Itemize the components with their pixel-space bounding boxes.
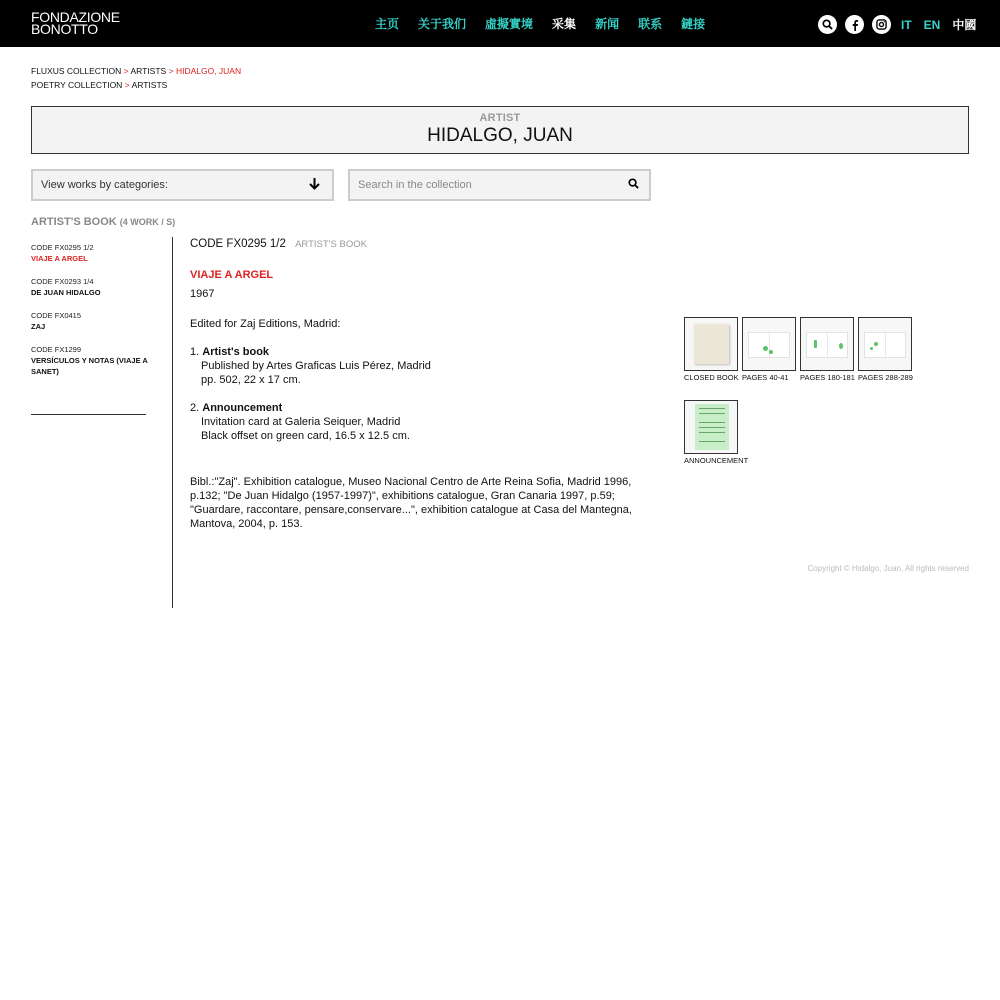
crumb-fluxus-collection[interactable]: FLUXUS COLLECTION bbox=[31, 66, 122, 76]
item-heading: Announcement bbox=[202, 402, 283, 414]
works-list bbox=[31, 242, 151, 389]
thumbnail[interactable] bbox=[858, 317, 912, 385]
thumbnail-image bbox=[684, 317, 738, 371]
list-item[interactable] bbox=[31, 276, 151, 298]
work-title: ZAJ bbox=[31, 322, 46, 331]
thumbnail-image bbox=[858, 317, 912, 371]
section-title bbox=[31, 216, 175, 228]
crumb-separator: > bbox=[168, 66, 174, 76]
work-code: CODE FX0293 1/4 bbox=[31, 277, 94, 286]
nav-home[interactable]: 主页 bbox=[375, 17, 400, 31]
logo[interactable] bbox=[31, 11, 120, 35]
lang-it[interactable]: IT bbox=[901, 17, 912, 32]
thumbnail-caption: ANNOUNCEMENT bbox=[684, 456, 749, 465]
thumbnail-image bbox=[684, 400, 738, 454]
work-code: CODE FX1299 bbox=[31, 345, 82, 354]
thumbnail-caption: CLOSED BOOK bbox=[684, 373, 739, 382]
nav-about[interactable]: 关于我们 bbox=[418, 17, 467, 31]
arrow-down-icon bbox=[309, 178, 320, 193]
thumbnail[interactable] bbox=[684, 400, 749, 468]
crumb-artists[interactable]: ARTISTS bbox=[130, 66, 167, 76]
breadcrumb-line1 bbox=[31, 64, 241, 78]
detail-item bbox=[190, 401, 660, 443]
collection-search bbox=[348, 169, 651, 201]
header-tools bbox=[818, 15, 976, 34]
thumbnail-row bbox=[684, 317, 924, 385]
crumb-current-artist: HIDALGO, JUAN bbox=[175, 66, 242, 76]
work-detail bbox=[190, 237, 660, 531]
thumbnail[interactable] bbox=[800, 317, 854, 385]
categories-dropdown[interactable] bbox=[31, 169, 334, 201]
logo-line2: BONOTTO bbox=[31, 21, 98, 37]
detail-edited: Edited for Zaj Editions, Madrid: bbox=[190, 318, 341, 330]
search-icon[interactable] bbox=[818, 15, 837, 34]
nav-virtual-reality[interactable]: 虛擬實境 bbox=[485, 17, 534, 31]
item-heading: Artist's book bbox=[202, 346, 270, 358]
copyright-notice: Copyright © Hidalgo, Juan, All rights reserved bbox=[807, 564, 969, 573]
top-bar bbox=[0, 0, 1000, 47]
thumbnail-gallery bbox=[684, 317, 924, 483]
section-count: (4 WORK / S) bbox=[119, 217, 176, 227]
categories-label: View works by categories: bbox=[41, 179, 168, 191]
main-nav bbox=[375, 15, 724, 32]
lang-zh[interactable]: 中國 bbox=[952, 18, 977, 32]
thumbnail-image bbox=[742, 317, 796, 371]
logo-line1: FONDAZIONE bbox=[31, 9, 120, 25]
lang-en[interactable]: EN bbox=[923, 17, 941, 32]
list-item[interactable] bbox=[31, 310, 151, 332]
search-icon[interactable] bbox=[628, 178, 639, 192]
thumbnail-image bbox=[800, 317, 854, 371]
crumb-artists[interactable]: ARTISTS bbox=[131, 80, 168, 90]
detail-item bbox=[190, 345, 660, 387]
thumbnail-caption: PAGES 288-289 bbox=[858, 373, 913, 382]
section-name: ARTIST'S BOOK bbox=[31, 216, 117, 228]
nav-contact[interactable]: 联系 bbox=[638, 17, 663, 31]
work-code: CODE FX0295 1/2 bbox=[31, 243, 94, 252]
thumbnail-row bbox=[684, 400, 924, 468]
artist-name: HIDALGO, JUAN bbox=[427, 125, 573, 146]
item-line: Black offset on green card, 16.5 x 12.5 cm. bbox=[201, 430, 410, 442]
list-item[interactable] bbox=[31, 242, 151, 264]
work-title: VERSÍCULOS Y NOTAS (VIAJE A SANET) bbox=[31, 356, 148, 376]
detail-year: 1967 bbox=[190, 288, 215, 300]
divider bbox=[172, 237, 173, 608]
artist-label: ARTIST bbox=[479, 112, 521, 124]
artist-header bbox=[31, 106, 969, 154]
detail-code: CODE FX0295 1/2 bbox=[190, 238, 286, 250]
item-number: 1. bbox=[190, 346, 200, 358]
crumb-poetry-collection[interactable]: POETRY COLLECTION bbox=[31, 80, 123, 90]
work-title: VIAJE A ARGEL bbox=[31, 254, 88, 263]
breadcrumb-line2 bbox=[31, 78, 241, 92]
nav-collection[interactable]: 采集 bbox=[552, 17, 577, 31]
detail-bibliography: Bibl.:"Zaj". Exhibition catalogue, Museo Nacional Centro de Arte Reina Sofia, Madrid 1996, p.132; "De Juan Hidalgo (1957-1997)", exhibitions catalogue, Gran Canaria 1997, p.59; "Guardare, raccontare, pensare,conservare...", exhibition catalogue at Casa del Mantegna, Mantova, 2004, p. 153. bbox=[190, 476, 632, 530]
detail-category: ARTIST'S BOOK bbox=[295, 239, 367, 250]
thumbnail-caption: PAGES 40-41 bbox=[742, 373, 789, 382]
list-item[interactable] bbox=[31, 344, 151, 377]
breadcrumb bbox=[31, 64, 241, 92]
work-code: CODE FX0415 bbox=[31, 311, 82, 320]
item-number: 2. bbox=[190, 402, 200, 414]
thumbnail[interactable] bbox=[742, 317, 796, 385]
detail-code-line bbox=[190, 237, 660, 252]
crumb-separator: > bbox=[124, 80, 130, 90]
item-line: Published by Artes Graficas Luis Pérez, Madrid bbox=[201, 360, 431, 372]
detail-title: VIAJE A ARGEL bbox=[190, 269, 274, 281]
nav-news[interactable]: 新闻 bbox=[595, 17, 620, 31]
crumb-separator: > bbox=[123, 66, 129, 76]
nav-links[interactable]: 鏈接 bbox=[681, 17, 706, 31]
instagram-icon[interactable] bbox=[872, 15, 891, 34]
item-line: Invitation card at Galeria Seiquer, Madrid bbox=[201, 416, 401, 428]
thumbnail-caption: PAGES 180-181 bbox=[800, 373, 855, 382]
item-line: pp. 502, 22 x 17 cm. bbox=[201, 374, 301, 386]
search-input[interactable] bbox=[350, 171, 610, 199]
work-title: DE JUAN HIDALGO bbox=[31, 288, 101, 297]
thumbnail[interactable] bbox=[684, 317, 738, 385]
facebook-icon[interactable] bbox=[845, 15, 864, 34]
divider bbox=[31, 414, 146, 415]
